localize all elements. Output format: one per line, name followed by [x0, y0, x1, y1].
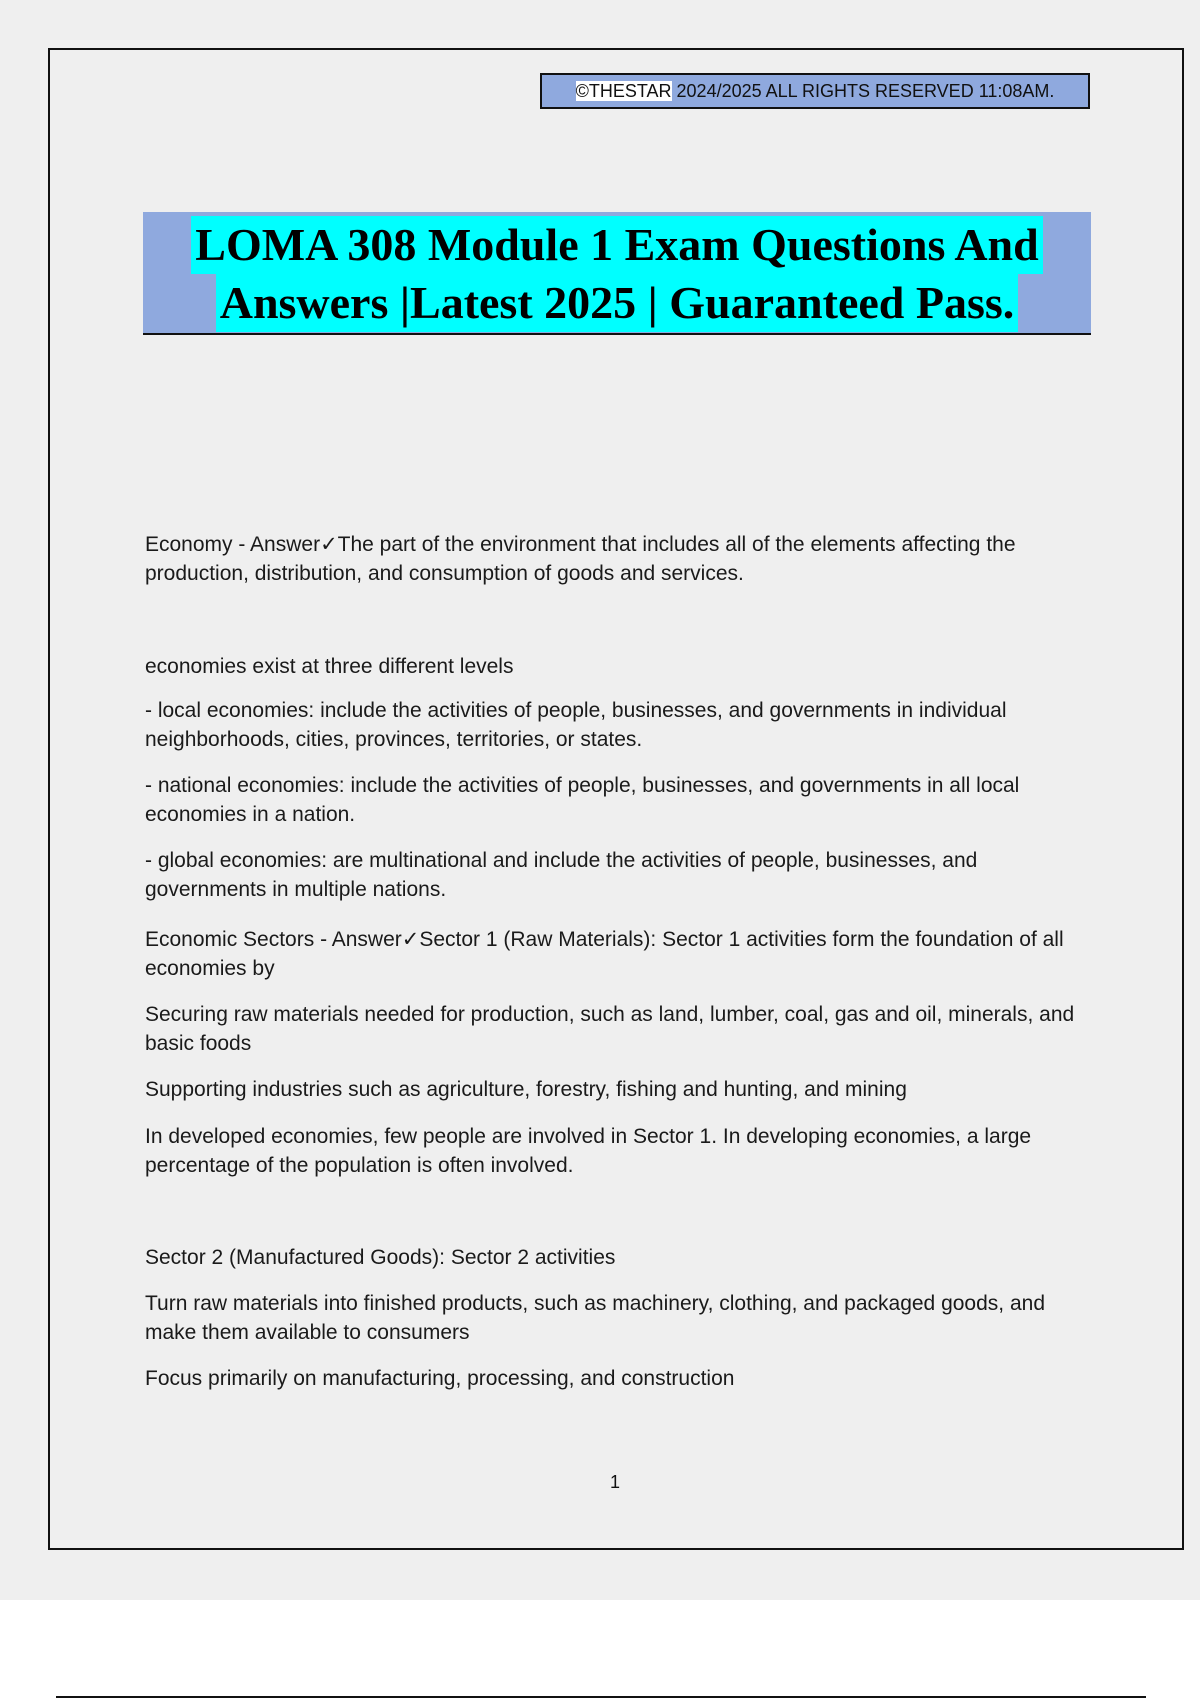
- paragraph-levels: economies exist at three different levels: [145, 655, 514, 678]
- paragraph-turn-raw: Turn raw materials into finished products, such as machinery, clothing, and packaged goods, and make them available to consumers: [145, 1292, 1045, 1344]
- paragraph-industries: Supporting industries such as agriculture, forestry, fishing and hunting, and mining: [145, 1078, 907, 1101]
- paragraph-raw-materials: Securing raw materials needed for production, such as land, lumber, coal, gas and oil, minerals, and basic foods: [145, 1003, 1075, 1055]
- paragraph-economy: Economy - Answer✓The part of the environment that includes all of the elements affecting the production, distribution, and consumption of goods and services.: [145, 533, 1016, 585]
- document-title: [143, 212, 1091, 335]
- copyright-brand: ©THESTAR: [575, 81, 672, 101]
- title-line-1: LOMA 308 Module 1 Exam Questions And: [191, 216, 1042, 274]
- page-number: 1: [609, 1472, 620, 1492]
- paragraph-local: - local economies: include the activities of people, businesses, and governments in individual neighborhoods, cities, provinces, territories, or states.: [145, 699, 1007, 751]
- paragraph-sector2: Sector 2 (Manufactured Goods): Sector 2 activities: [145, 1246, 616, 1269]
- copyright-banner: [540, 73, 1090, 109]
- paragraph-national: - national economies: include the activities of people, businesses, and governments in all local economies in a nation.: [145, 774, 1020, 826]
- title-line-2: Answers |Latest 2025 | Guaranteed Pass.: [216, 274, 1019, 332]
- paragraph-sectors: Economic Sectors - Answer✓Sector 1 (Raw Materials): Sector 1 activities form the foundation of all economies by: [145, 928, 1064, 980]
- bottom-divider: [56, 1696, 1146, 1698]
- paragraph-global: - global economies: are multinational and include the activities of people, businesses, and governments in multiple nations.: [145, 849, 978, 901]
- paragraph-developed: In developed economies, few people are involved in Sector 1. In developing economies, a large percentage of the population is often involved.: [145, 1125, 1032, 1177]
- paragraph-focus: Focus primarily on manufacturing, processing, and construction: [145, 1367, 735, 1390]
- copyright-text: 2024/2025 ALL RIGHTS RESERVED 11:08AM.: [671, 81, 1055, 101]
